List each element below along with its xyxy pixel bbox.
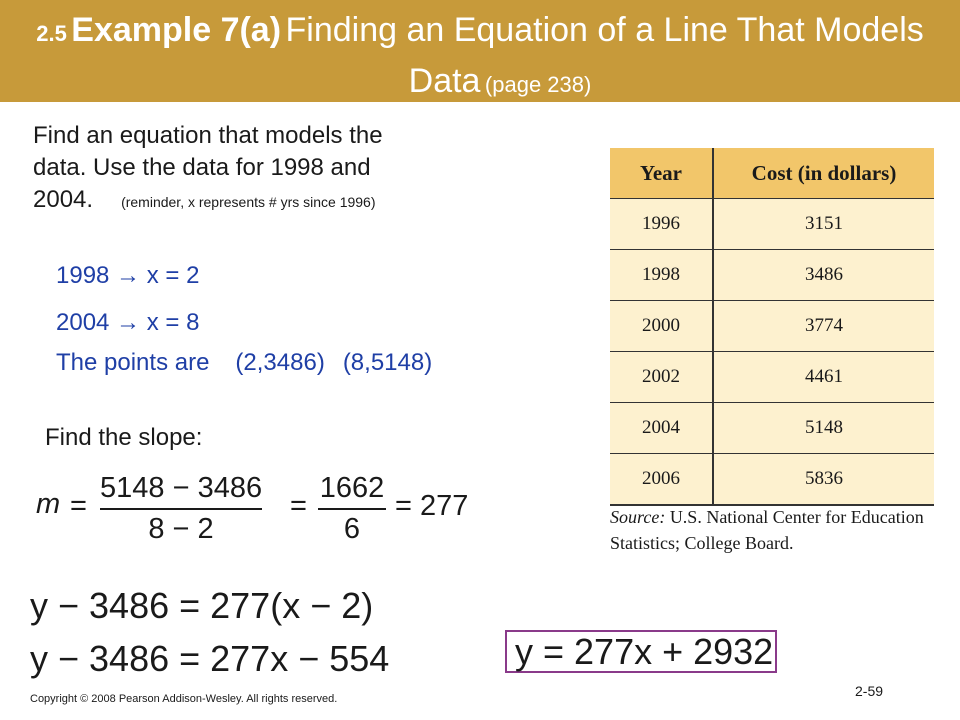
intro-line3-text: 2004.	[33, 186, 94, 213]
table-row	[610, 199, 934, 250]
example-label: Example 7(a)	[71, 11, 282, 49]
intro-line3	[33, 184, 553, 218]
slope-fraction-1	[100, 472, 262, 546]
table-row	[610, 403, 934, 454]
copyright-notice: Copyright © 2008 Pearson Addison-Wesley. All rights reserved.	[30, 693, 338, 705]
source-text: U.S. National Center for Education Statistics; College Board.	[610, 507, 924, 553]
intro-line1: Find an equation that models the	[33, 122, 383, 149]
reminder-note: (reminder, x represents # yrs since 1996)	[121, 194, 376, 210]
problem-statement	[33, 120, 553, 218]
slide-number: 2-59	[855, 683, 884, 699]
fraction-2-numerator: 1662	[319, 472, 385, 504]
table-row	[610, 250, 934, 301]
slope-result: = 277	[395, 490, 469, 522]
equals-sign-2: =	[290, 490, 307, 522]
table-row	[610, 301, 934, 352]
mapping-2004: 2004 → x = 8	[56, 309, 200, 336]
year-cell: 2006	[610, 454, 713, 506]
title-line1: Finding an Equation of a Line That Models	[285, 11, 924, 49]
fraction-1-numerator: 5148 − 3486	[100, 472, 263, 504]
page-reference: (page 238)	[484, 72, 592, 97]
cost-cell: 5836	[713, 454, 934, 506]
cost-cell: 5148	[713, 403, 934, 454]
cost-cell: 3151	[713, 199, 934, 250]
expanded-equation: y − 3486 = 277x − 554	[30, 638, 390, 679]
slope-fraction-2	[318, 472, 386, 546]
year-cell: 1998	[610, 250, 713, 301]
points-line	[56, 349, 432, 377]
year-cell: 1996	[610, 199, 713, 250]
cost-cell: 3774	[713, 301, 934, 352]
point-1: (2,3486)	[235, 349, 325, 376]
table-source	[610, 504, 940, 556]
fraction-1-denominator: 8 − 2	[148, 513, 214, 545]
header-year: Year	[610, 148, 713, 199]
slope-variable: m	[36, 488, 61, 520]
slide-title	[0, 8, 960, 110]
fraction-1-bar	[100, 508, 262, 510]
fraction-2-bar	[318, 508, 386, 510]
header-cost: Cost (in dollars)	[713, 148, 934, 199]
cost-cell: 4461	[713, 352, 934, 403]
table-row	[610, 454, 934, 506]
slope-label: Find the slope:	[45, 424, 203, 451]
point-2: (8,5148)	[342, 349, 433, 376]
points-label: The points are	[56, 349, 210, 376]
table-header-row	[610, 148, 934, 199]
title-line2: Data	[408, 62, 481, 100]
year-cell: 2000	[610, 301, 713, 352]
section-number: 2.5	[36, 21, 67, 46]
source-label: Source:	[610, 507, 666, 527]
point-slope-equation: y − 3486 = 277(x − 2)	[30, 585, 374, 626]
intro-line2: data. Use the data for 1998 and	[33, 154, 371, 181]
fraction-2-denominator: 6	[343, 513, 361, 545]
cost-cell: 3486	[713, 250, 934, 301]
final-equation-box: y = 277x + 2932	[505, 630, 777, 673]
table-row	[610, 352, 934, 403]
data-table	[610, 148, 934, 506]
year-cell: 2002	[610, 352, 713, 403]
mapping-1998: 1998 → x = 2	[56, 262, 200, 289]
equals-sign-1: =	[70, 490, 87, 522]
year-cell: 2004	[610, 403, 713, 454]
